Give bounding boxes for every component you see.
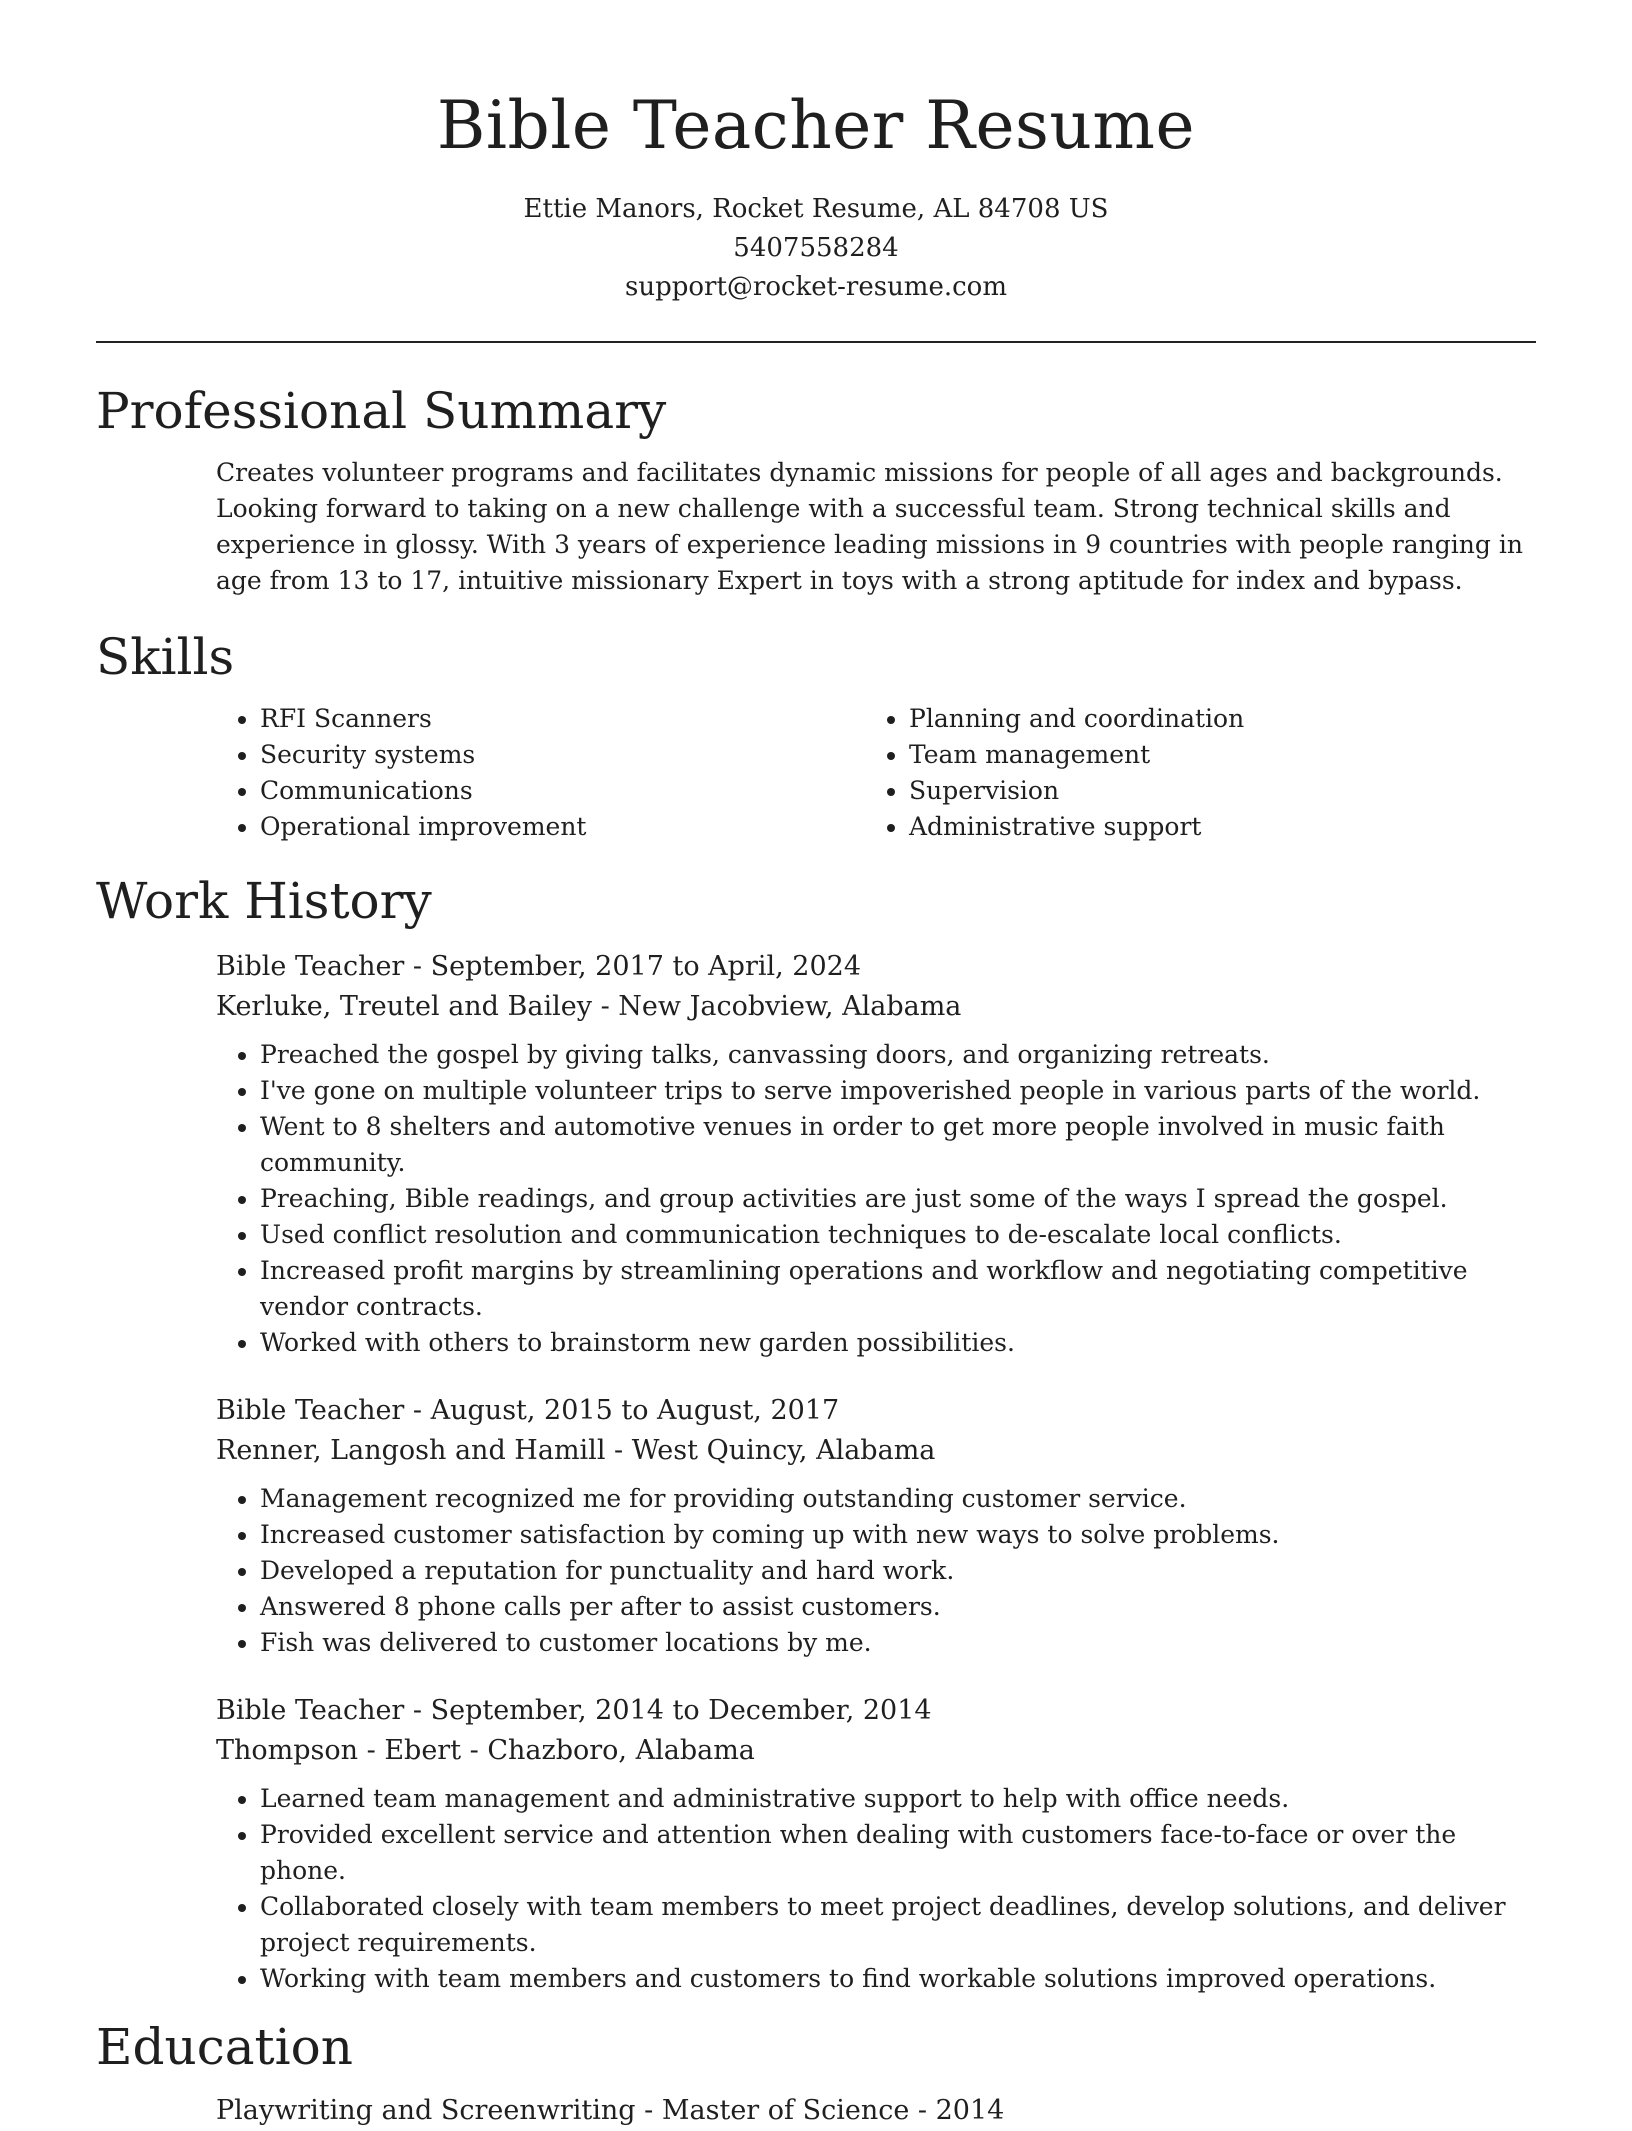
job-bullet: • Preached the gospel by giving talks, canvassing doors, and organizing retreats. — [260, 1037, 1536, 1073]
job-entry — [216, 1391, 1536, 1661]
job-bullet: • Used conflict resolution and communication techniques to de-escalate local conflicts. — [260, 1217, 1536, 1253]
job-bullets — [216, 1481, 1536, 1661]
job-bullets — [216, 1781, 1536, 1997]
job-role-dates: Bible Teacher - August, 2015 to August, 2017 — [216, 1395, 840, 1426]
job-location: - New Jacobview, Alabama — [591, 991, 962, 1022]
skill-item: • Communications — [260, 773, 865, 809]
job-bullet: • Preaching, Bible readings, and group activities are just some of the ways I spread the gospel. — [260, 1181, 1536, 1217]
skills-heading: Skills — [96, 628, 235, 686]
skill-item: • Administrative support — [909, 809, 1514, 845]
job-bullet: • Developed a reputation for punctuality and hard work. — [260, 1553, 1536, 1589]
education-entry — [216, 2091, 1536, 2131]
contact-email: support@rocket-resume.com — [624, 272, 1007, 302]
resume-header — [96, 0, 1536, 307]
job-entry — [216, 1691, 1536, 1997]
header-divider — [96, 341, 1536, 343]
job-employer — [216, 987, 1536, 1027]
skill-item: • Security systems — [260, 737, 865, 773]
skills-column-left — [216, 701, 865, 845]
summary-heading: Professional Summary — [96, 382, 667, 440]
job-company: Renner, Langosh and Hamill — [216, 1435, 606, 1466]
job-company: Kerluke, Treutel and Bailey — [216, 991, 592, 1022]
skills-section — [96, 627, 1536, 845]
work-history-section — [96, 871, 1536, 1997]
work-history-heading: Work History — [96, 872, 432, 930]
contact-address: Ettie Manors, Rocket Resume, AL 84708 US — [523, 194, 1109, 224]
job-bullet: • Increased profit margins by streamlining operations and workflow and negotiating competitive vendor contracts. — [260, 1253, 1536, 1325]
skill-item: • Supervision — [909, 773, 1514, 809]
skills-grid — [216, 701, 1536, 845]
job-bullet: • Provided excellent service and attention when dealing with customers face-to-face or over the phone. — [260, 1817, 1536, 1889]
job-role-dates: Bible Teacher - September, 2017 to April, 2024 — [216, 951, 862, 982]
job-company: Thompson - Ebert — [216, 1735, 462, 1766]
job-bullet: • Working with team members and customers to find workable solutions improved operations. — [260, 1961, 1536, 1997]
job-bullet: • Answered 8 phone calls per after to assist customers. — [260, 1589, 1536, 1625]
job-role-dates: Bible Teacher - September, 2014 to December, 2014 — [216, 1695, 932, 1726]
resume-page — [96, 0, 1536, 2131]
job-bullet: • Went to 8 shelters and automotive venues in order to get more people involved in music faith community. — [260, 1109, 1536, 1181]
job-location: - West Quincy, Alabama — [605, 1435, 936, 1466]
education-degree: Playwriting and Screenwriting - Master of Science - 2014 — [216, 2095, 1005, 2126]
skill-item: • RFI Scanners — [260, 701, 865, 737]
skill-item: • Operational improvement — [260, 809, 865, 845]
skills-column-right — [865, 701, 1514, 845]
job-bullets — [216, 1037, 1536, 1361]
contact-info — [96, 190, 1536, 307]
contact-phone: 5407558284 — [733, 233, 899, 263]
job-bullet: • I've gone on multiple volunteer trips to serve impoverished people in various parts of the world. — [260, 1073, 1536, 1109]
job-entry — [216, 947, 1536, 1361]
job-employer — [216, 1431, 1536, 1471]
education-section — [96, 2017, 1536, 2131]
summary-text: Creates volunteer programs and facilitates dynamic missions for people of all ages and backgrounds. Looking forward to taking on a new challenge with a successful team. Strong technical skills and experience in glossy. With 3 years of experience leading missions in 9 countries with people ranging in age from 13 to 17, intuitive missionary Expert in toys with a strong aptitude for index and bypass. — [216, 458, 1523, 595]
job-bullet: • Increased customer satisfaction by coming up with new ways to solve problems. — [260, 1517, 1536, 1553]
job-bullet: • Management recognized me for providing outstanding customer service. — [260, 1481, 1536, 1517]
job-employer — [216, 1731, 1536, 1771]
summary-section — [96, 381, 1536, 599]
skill-item: • Team management — [909, 737, 1514, 773]
skill-item: • Planning and coordination — [909, 701, 1514, 737]
page-title: Bible Teacher Resume — [436, 87, 1196, 164]
job-bullet: • Fish was delivered to customer locations by me. — [260, 1625, 1536, 1661]
job-bullet: • Learned team management and administrative support to help with office needs. — [260, 1781, 1536, 1817]
job-bullet: • Collaborated closely with team members to meet project deadlines, develop solutions, and deliver project requirements. — [260, 1889, 1536, 1961]
job-location: - Chazboro, Alabama — [461, 1735, 755, 1766]
education-heading: Education — [96, 2018, 353, 2076]
job-bullet: • Worked with others to brainstorm new garden possibilities. — [260, 1325, 1536, 1361]
